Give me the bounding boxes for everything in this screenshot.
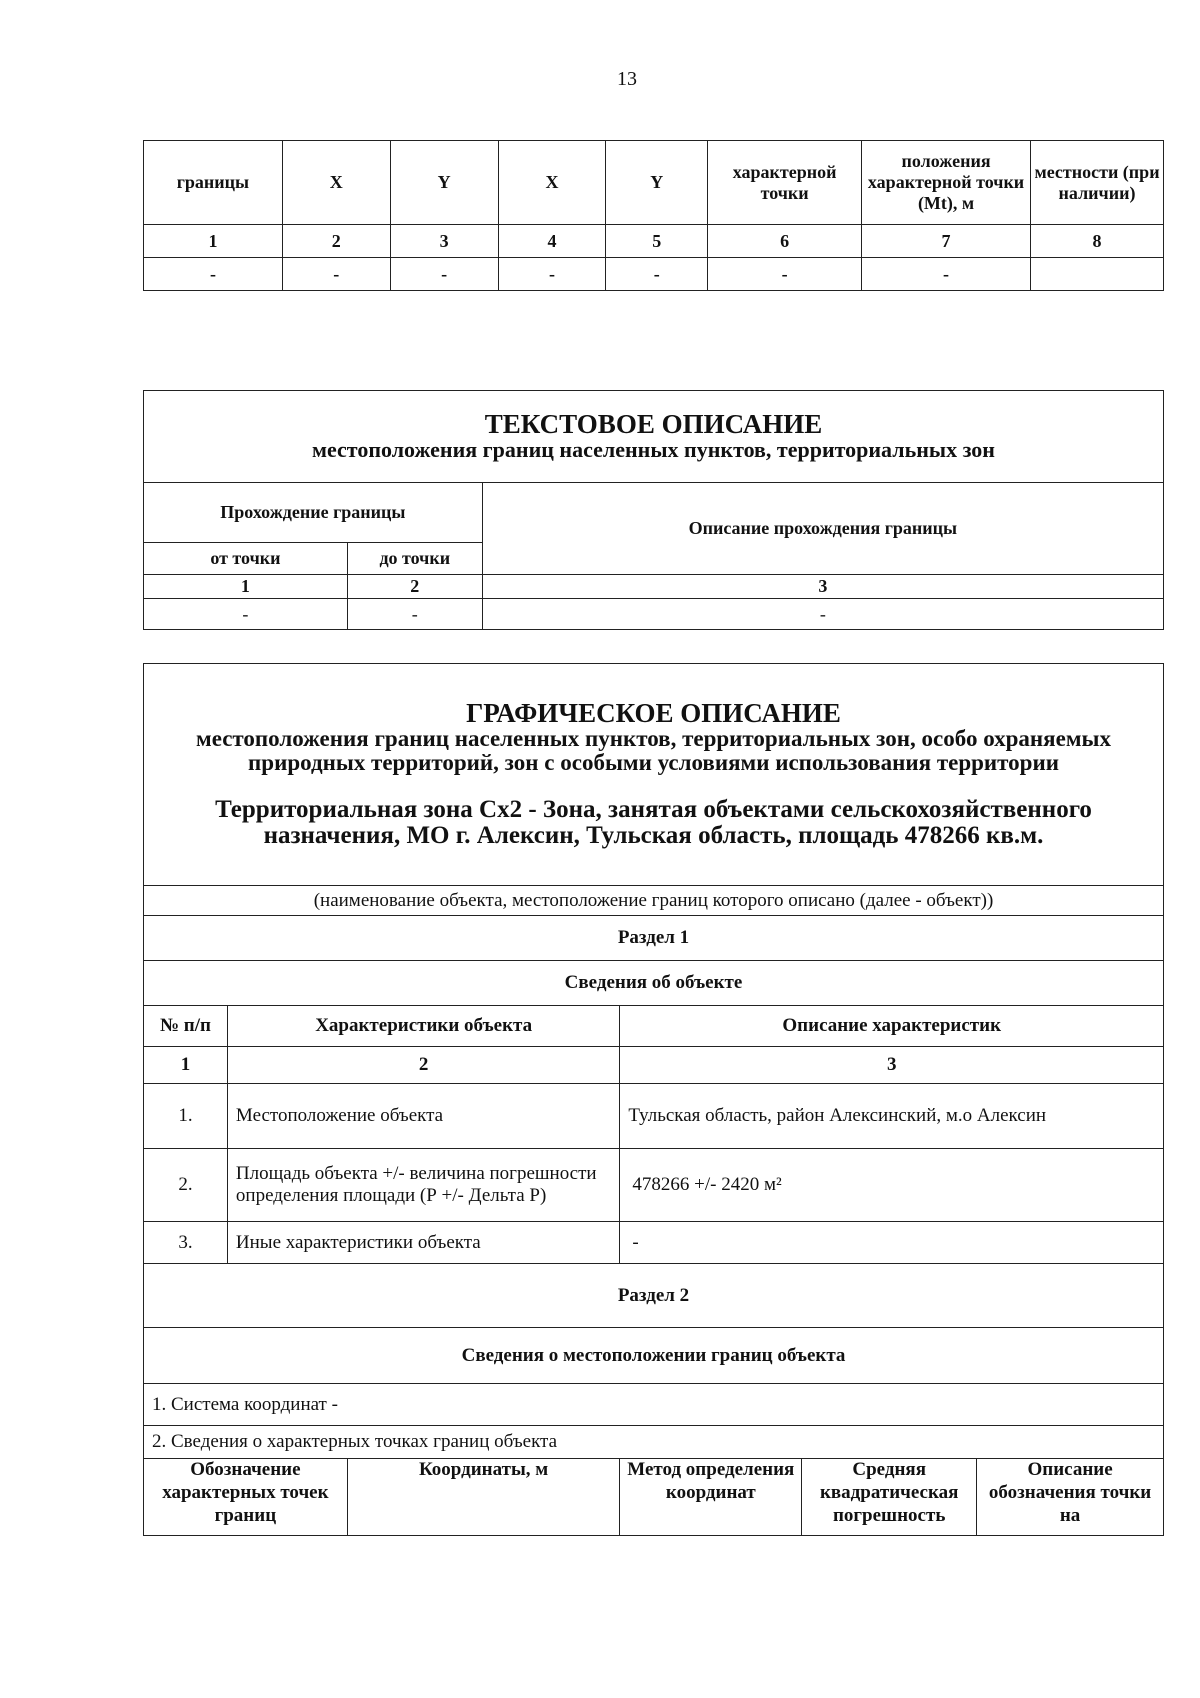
section-title: ТЕКСТОВОЕ ОПИСАНИЕ — [484, 408, 823, 439]
characteristic-cell: Площадь объекта +/- величина погрешности определения площади (Р +/- Дельта Р) — [227, 1149, 619, 1222]
page-number: 13 — [617, 68, 637, 90]
header-cell: Y — [390, 141, 498, 225]
section-2-title: Сведения о местоположении границ объекта — [144, 1328, 1164, 1384]
header-cell: Средняя квадратическая погрешность — [802, 1459, 977, 1536]
column-number: 3 — [390, 225, 498, 258]
object-caption: (наименование объекта, местоположение границ которого описано (далее - объект)) — [144, 886, 1164, 916]
header-cell: № п/п — [144, 1006, 228, 1047]
column-number: 6 — [708, 225, 862, 258]
header-cell: Описание характеристик — [620, 1006, 1164, 1047]
header-cell: характерной точки — [708, 141, 862, 225]
coordinates-table — [143, 140, 1164, 291]
column-number-row — [144, 575, 1164, 599]
column-number-row — [144, 225, 1164, 258]
description-cell: Тульская область, район Алексинский, м.о Алексин — [620, 1084, 1164, 1149]
table-cell: - — [708, 258, 862, 291]
header-cell: до точки — [347, 543, 482, 575]
graphic-description-heading — [144, 664, 1164, 886]
column-number: 3 — [482, 575, 1163, 599]
header-cell: Обозначение характерных точек границ — [144, 1459, 348, 1536]
section-subtitle: местоположения границ населенных пунктов, территориальных зон — [312, 436, 995, 462]
characteristic-cell: Местоположение объекта — [227, 1084, 619, 1149]
column-number: 2 — [282, 225, 390, 258]
table-cell: - — [498, 258, 606, 291]
table-header-row — [144, 141, 1164, 225]
text-description-table — [143, 390, 1164, 630]
description-cell: 478266 +/- 2420 м² — [620, 1149, 1164, 1222]
table-cell: - — [144, 599, 348, 630]
points-info: 2. Сведения о характерных точках границ объекта — [144, 1426, 1164, 1459]
column-number: 1 — [144, 575, 348, 599]
table-cell: - — [390, 258, 498, 291]
header-cell: Прохождение границы — [144, 483, 483, 543]
row-number: 1. — [144, 1084, 228, 1149]
column-number-row — [144, 1047, 1164, 1084]
header-cell: X — [498, 141, 606, 225]
table-cell: - — [482, 599, 1163, 630]
header-cell: Y — [606, 141, 708, 225]
graphic-description-table — [143, 663, 1164, 1536]
table-cell: - — [282, 258, 390, 291]
description-cell: - — [620, 1222, 1164, 1264]
coordinate-system: 1. Система координат - — [144, 1384, 1164, 1426]
header-cell: от точки — [144, 543, 348, 575]
table-row — [144, 599, 1164, 630]
section-subtitle: местоположения границ населенных пунктов, территориальных зон, особо охраняемых природных территорий, зон с особыми условиями использования территории — [196, 725, 1111, 775]
column-number: 5 — [606, 225, 708, 258]
column-number: 2 — [227, 1047, 619, 1084]
table-cell: - — [347, 599, 482, 630]
header-cell: положения характерной точки (Mt), м — [862, 141, 1031, 225]
table-row — [144, 1222, 1164, 1264]
column-number: 2 — [347, 575, 482, 599]
header-cell: X — [282, 141, 390, 225]
table-row — [144, 1084, 1164, 1149]
header-cell: Координаты, м — [347, 1459, 620, 1536]
header-cell: местности (при наличии) — [1031, 141, 1164, 225]
row-number: 3. — [144, 1222, 228, 1264]
column-number: 8 — [1031, 225, 1164, 258]
table-row — [144, 258, 1164, 291]
points-header-row — [144, 1459, 1164, 1536]
table-cell: - — [144, 258, 283, 291]
section-2-heading: Раздел 2 — [144, 1264, 1164, 1328]
row-number: 2. — [144, 1149, 228, 1222]
section-1-heading: Раздел 1 — [144, 916, 1164, 961]
column-number: 7 — [862, 225, 1031, 258]
header-cell: Описание прохождения границы — [482, 483, 1163, 575]
characteristic-cell: Иные характеристики объекта — [227, 1222, 619, 1264]
table-cell — [1031, 258, 1164, 291]
table-cell: - — [862, 258, 1031, 291]
column-number: 4 — [498, 225, 606, 258]
text-description-heading — [144, 391, 1164, 483]
section-title: ГРАФИЧЕСКОЕ ОПИСАНИЕ — [466, 697, 841, 728]
section-1-title: Сведения об объекте — [144, 961, 1164, 1006]
zone-name: Территориальная зона Сх2 - Зона, занятая объектами сельскохозяйственного назначения, МО г. Алексин, Тульская область, площадь 478266 кв.м. — [215, 795, 1092, 850]
table-row — [144, 1149, 1164, 1222]
column-number: 1 — [144, 1047, 228, 1084]
header-cell: Метод определения координат — [620, 1459, 802, 1536]
header-cell: Характеристики объекта — [227, 1006, 619, 1047]
header-cell: Описание обозначения точки на — [977, 1459, 1164, 1536]
header-cell: границы — [144, 141, 283, 225]
table-cell: - — [606, 258, 708, 291]
column-number: 1 — [144, 225, 283, 258]
column-number: 3 — [620, 1047, 1164, 1084]
